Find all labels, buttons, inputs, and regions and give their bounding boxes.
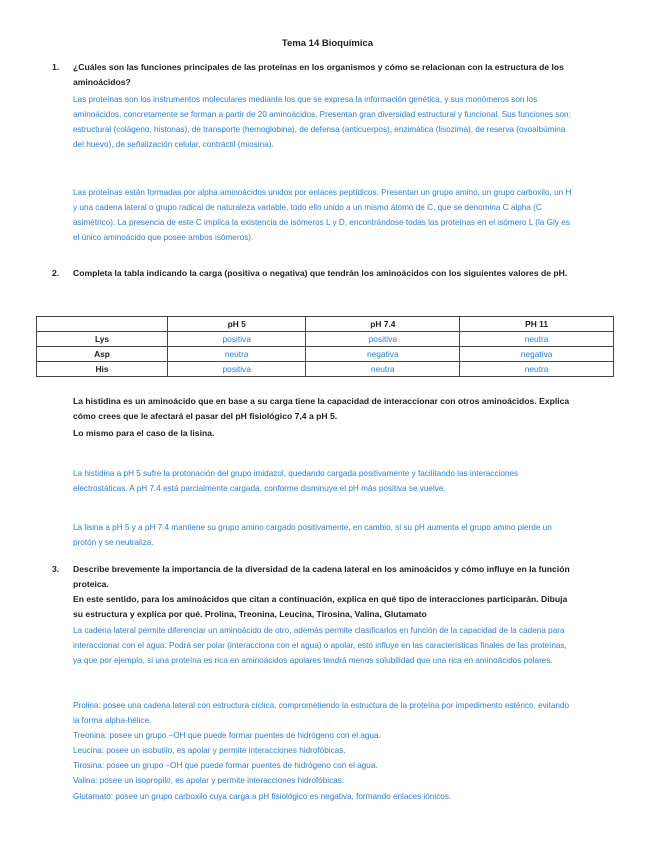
question-number: 2. xyxy=(52,268,60,278)
list-item-prolina: Prolina: posee una cadena lateral con estructura cíclica, comprometiendo la estructura de la proteína por impedimento estérico, evitando la forma alpha-hélice. xyxy=(73,701,570,726)
question-text: ¿Cuáles son las funciones principales de las proteínas en los organismos y cómo se relacionan con la estructura de los aminoácidos? xyxy=(73,62,564,87)
answer-1-paragraph-2: Las proteínas están formadas por alpha aminoácidos unidos por enlaces peptídicos. Presentan un grupo amino, un grupo carboxilo, un H y una cadena lateral o grupo radical de naturaleza variable, todo ello unido a un mismo átomo de C, que se denomina C alpha (C asimétrico). La presencia de este C implica la existencia de isómeros L y D, encontrándose todas las proteínas en el isómero L (la Gly es el único aminoácido que posee ambos isómeros). xyxy=(73,188,572,243)
list-item-glutamato: Glutamato: posee un grupo carboxilo cuya carga a pH fisiológico es negativa, formando enlaces iónicos. xyxy=(73,791,452,801)
charge-cell: neutra xyxy=(306,362,460,377)
question-text: Completa la tabla indicando la carga (positiva o negativa) que tendrán los aminoácidos con los siguientes valores de pH. xyxy=(73,268,568,278)
amino-acid-name: Asp xyxy=(37,347,168,362)
answer-1-paragraph-1: Las proteínas son los instrumentos moleculares mediante los que se expresa la información genética, y sus monómeros son los aminoácidos, concretamente se forman a partir de 20 aminoácidos. Presentan gran diversidad estructural y funcional. Sus funciones son: estructural (colágeno, histonas), de transporte (hemoglobina), de defensa (anticuerpos), enzimática (lisozima), de reserva (ovoalbúmina del huevo), de señalización celular, contráctil (miosina). xyxy=(73,95,571,150)
table-row xyxy=(37,347,614,362)
charge-cell: neutra xyxy=(460,362,614,377)
question-1 xyxy=(52,60,572,90)
question-number: 1. xyxy=(52,62,60,72)
charge-cell: negativa xyxy=(460,347,614,362)
ph-charge-table xyxy=(36,316,614,377)
amino-acid-list xyxy=(73,698,573,804)
question-text-part-2: En este sentido, para los aminoácidos que citan a continuación, explica en qué tipo de interacciones participarán. Dibuja su estructura y explica por qué. Prolina, Treonina, Leucina, Tirosina, Valina, Glutamato xyxy=(73,594,568,619)
table-header-cell: pH 7.4 xyxy=(306,317,460,332)
question-3 xyxy=(52,562,572,622)
document-title: Tema 14 Bioquímica xyxy=(281,38,374,49)
list-item-leucina: Leucina: posee un isobutilo, es apolar y permite interacciones hidrofóbicas. xyxy=(73,746,346,756)
question-2-followup-lysine: Lo mismo para el caso de la lisina. xyxy=(73,428,215,438)
question-text: Describe brevemente la importancia de la diversidad de la cadena lateral en los aminoácidos y cómo influye en la función proteica. xyxy=(73,564,570,589)
amino-acid-name: Lys xyxy=(37,332,168,347)
answer-2-histidine: La histidina a pH 5 sufre la protonación del grupo imidazol, quedando cargada positivamente y facilitando las interacciones electrostáticas. A pH 7.4 está parcialmente cargada, conforme disminuye el pH más positiva se vuelve. xyxy=(73,469,519,494)
list-item-valina: Valina: posee un isopropilo, es apolar y permite interacciones hidrofóbicas. xyxy=(73,776,345,786)
amino-acid-name: His xyxy=(37,362,168,377)
answer-2-lysine: La lisina a pH 5 y a pH 7.4 mantiene su grupo amino cargado positivamente, en cambio, si su pH aumenta el grupo amino pierde un protón y se neutraliza. xyxy=(73,523,552,548)
table-header-cell: PH 11 xyxy=(460,317,614,332)
list-item-tirosina: Tirosina: posee un grupo –OH que puede formar puentes de hidrógeno con el agua. xyxy=(73,761,378,771)
table-row xyxy=(37,362,614,377)
charge-cell: positiva xyxy=(168,362,306,377)
charge-cell: positiva xyxy=(168,332,306,347)
charge-cell: positiva xyxy=(306,332,460,347)
question-2 xyxy=(52,266,572,281)
list-item-treonina: Treonina: posee un grupo –OH que puede formar puentes de hidrógeno con el agua. xyxy=(73,731,381,741)
answer-3-paragraph: La cadena lateral permite diferenciar un aminoácido de otro, además permite clasificarlos en función de la capacidad de la cadena para interaccionar con el agua. Podrá ser polar (interacciona con el agua) o apolar, esto influye en las características finales de las proteínas, ya que por ejemplo, si una proteína es rica en aminoácidos apolares tendrá menos solubilidad que una rica en aminoácidos polares. xyxy=(73,626,567,666)
table-header-cell: pH 5 xyxy=(168,317,306,332)
question-2-followup: La histidina es un aminoácido que en base a su carga tiene la capacidad de interaccionar con otros aminoácidos. Explica cómo crees que le afectará el pasar del pH fisiológico 7,4 a pH 5. xyxy=(73,396,570,421)
table-header-row xyxy=(37,317,614,332)
question-number: 3. xyxy=(52,564,60,574)
charge-cell: neutra xyxy=(460,332,614,347)
table-row xyxy=(37,332,614,347)
table-header-cell xyxy=(37,317,168,332)
charge-cell: negativa xyxy=(306,347,460,362)
charge-cell: neutra xyxy=(168,347,306,362)
